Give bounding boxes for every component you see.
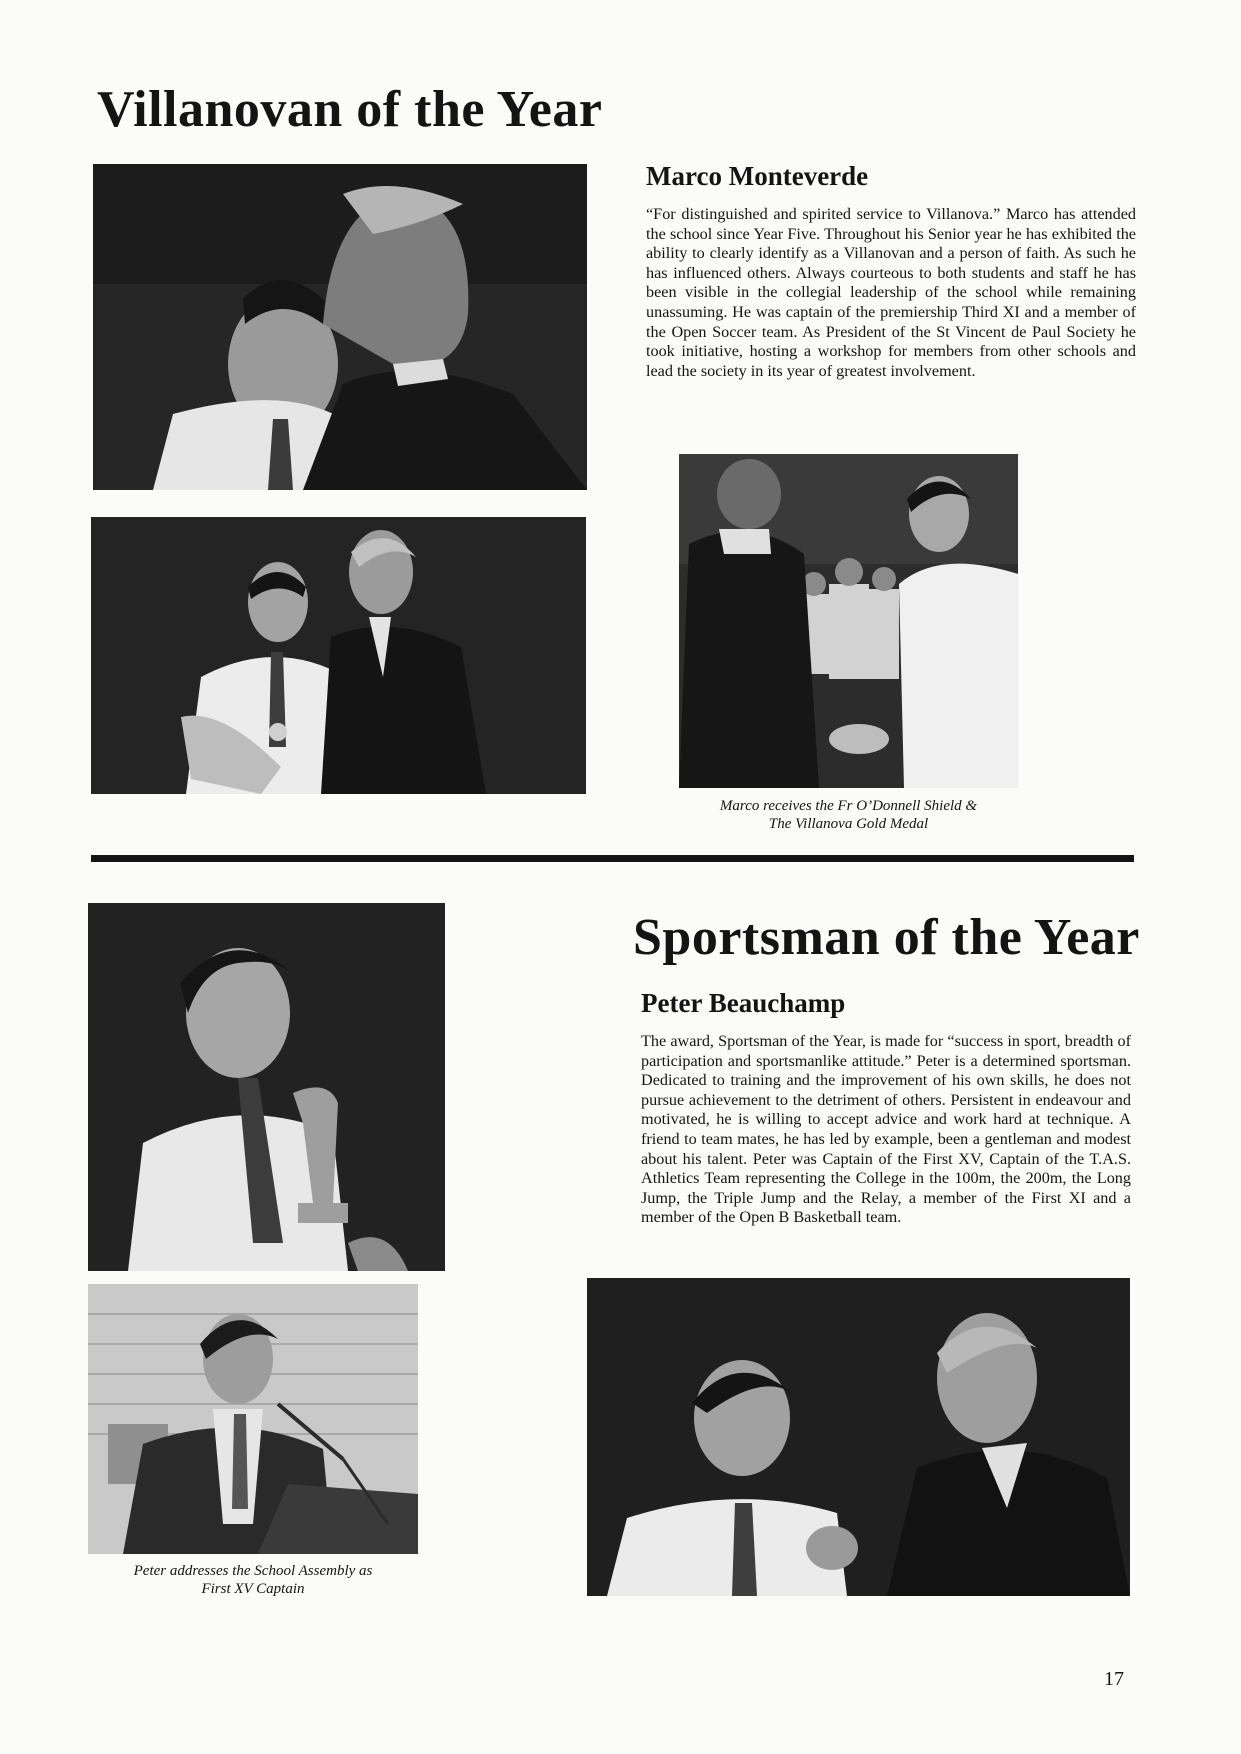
caption-peter-line1: Peter addresses the School Assembly as	[133, 1563, 373, 1579]
section-title-sportsman: Sportsman of the Year	[633, 909, 1140, 966]
section-title-villanovan: Villanovan of the Year	[97, 81, 603, 138]
citation-text-peter: The award, Sportsman of the Year, is made for “success in sport, breadth of participation and sportsmanlike attitude.” Peter is a determined sportsman. Dedicated to training and the improvement of his own skills, he does not pursue achievement to the detriment of others. Persistent in endeavour and motivated, he is willing to accept advice and work hard at technique. A friend to team mates, he has led by example, been a gentleman and modest about his talent. Peter was Captain of the First XV, Captain of the T.A.S. Athletics Team representing the College in the 100m, the 200m, the Long Jump, the Triple Jump and the Relay, a member of the First XI and a member of the Open B Basketball team.	[641, 1032, 1131, 1227]
caption-peter-line2: First XV Captain	[201, 1581, 305, 1597]
photo-peter-assembly	[88, 1284, 418, 1554]
winner-name-marco: Marco Monteverde	[646, 161, 869, 191]
citation-text-marco: “For distinguished and spirited service to Villanova.” Marco has attended the school since Year Five. Throughout his Senior year he has exhibited the ability to clearly identify as a Villanovan and a person of faith. As such he has influenced others. Always courteous to both students and staff he has been visible in the collegial leadership of the school while remaining unassuming. He was captain of the premiership Third XI and a member of the Open Soccer team. As President of the St Vincent de Paul Society he took initiative, hosting a workshop for members from other schools and lead the society in its year of greatest involvement.	[646, 205, 1136, 380]
caption-peter	[88, 1562, 418, 1598]
section-divider	[91, 855, 1134, 862]
page-number: 17	[1104, 1668, 1124, 1690]
caption-marco-line1: Marco receives the Fr O’Donnell Shield &	[719, 798, 978, 814]
photo-peter-trophy	[88, 903, 445, 1271]
winner-name-peter: Peter Beauchamp	[641, 988, 846, 1018]
caption-marco-line2: The Villanova Gold Medal	[768, 816, 929, 832]
photo-marco-handshake	[93, 164, 587, 490]
photo-marco-medal	[91, 517, 586, 794]
photo-peter-presentation	[587, 1278, 1130, 1596]
photo-marco-class-handshake	[679, 454, 1018, 788]
caption-marco	[679, 797, 1018, 833]
